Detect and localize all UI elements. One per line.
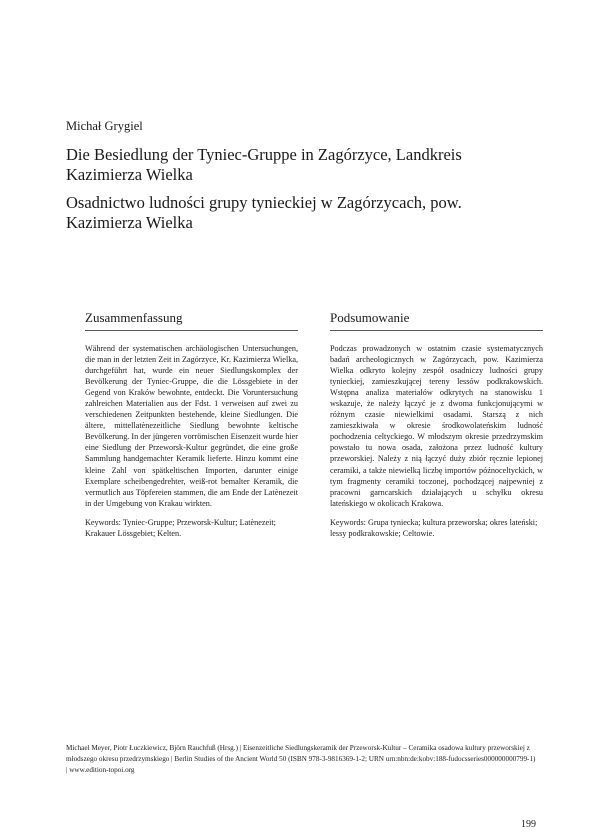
article-title-german: Die Besiedlung der Tyniec-Gruppe in Zagórzyce, Landkreis Kazimierza Wielka (66, 145, 462, 184)
abstract-heading-polish: Podsumowanie (330, 310, 543, 331)
citation-footer: Michael Meyer, Piotr Łuczkiewicz, Björn Rauchfuß (Hrsg.) | Eisenzeitliche Siedlungskeramik der Przeworsk-Kultur – Ceramika osadowa kultury przeworskiej z młodszego okresu przedrzymskiego | Berlin Studies of the Ancient World 50 (ISBN 978-3-9816369-1-2; URN urn:nbn:de:kobv:188-fudocsseries000000000799-1) | www.edition-topoi.org (66, 744, 536, 774)
article-title-polish: Osadnictwo ludności grupy tynieckiej w Zagórzycach, pow. Kazimierza Wielka (66, 193, 462, 232)
author-name: Michał Grygiel (66, 119, 143, 133)
page-number: 199 (521, 819, 536, 830)
abstract-text-polish: Podczas prowadzonych w ostatnim czasie systematycznych badań archeologicznych w Zagórzycach, pow. Kazimierza Wielka odkryto kolejny zespół osadniczy ludności grupy tynieckiej, zamieszkującej tereny lessów podkrakowskich. Wstępna analiza materiałów odkrytych na stanowisku 1 wskazuje, że należy łączyć je z dwoma funkcjonującymi w różnym czasie niewielkimi osadami. Starszą z nich zamieszkiwała w okresie środkowolateńskim ludność pochodzenia celtyckiego. W młodszym okresie przedrzymskim powstało tu nowa osada, założona przez ludność kultury przeworskiej. Należy z nią łączyć duży zbiór ręcznie lepionej ceramiki, a także niewielką liczbę importów późnoceltyckich, w tym fragmenty ceramiki toczonej, pochodzącej najpewniej z pracowni garncarskich działających u schyłku okresu lateńskiego w okolicach Krakowa. (330, 344, 543, 508)
keywords-german: Keywords: Tyniec-Gruppe; Przeworsk-Kultur; Latènezeit; Krakauer Lössgebiet; Kelten. (85, 517, 276, 538)
abstract-column-polish (330, 310, 543, 539)
keywords-polish: Keywords: Grupa tyniecka; kultura przeworska; okres lateński; lessy podkrakowskie; Celtowie. (330, 517, 538, 538)
abstract-text-german: Während der systematischen archäologischen Untersuchungen, die man in der letzten Zeit in Zagórzyce, Kr. Kazimierza Wielka, durchgeführt hat, wurde ein neuer Siedlungskomplex der Bevölkerung der Tyniec-Gruppe, die die Lössgebiete in der Gegend von Kraków bewohnte, entdeckt. Die Voruntersuchung zahlreichen Materialien aus der Fdst. 1 verweisen auf zwei zu verschiedenen Zeitpunkten bestehende, kleine Siedlungen. Die ältere, mittellatènezeitliche Siedlung bewohnte keltische Bevölkerung. In der jüngeren vorrömischen Eisenzeit wurde hier eine Siedlung der Przeworsk-Kultur gegründet, die eine große Sammlung handgemachter Keramik lieferte. Hinzu kommt eine kleine Zahl von spätkeltischen Importen, darunter einige Exemplare scheibengedrehter, weiß-rot bemalter Keramik, die vermutlich aus Töpfereien stammen, die am Ende der Latènezeit in der Umgebung von Krakau wirkten. (85, 344, 298, 508)
abstract-column-german (85, 310, 298, 539)
abstract-heading-german: Zusammenfassung (85, 310, 298, 331)
